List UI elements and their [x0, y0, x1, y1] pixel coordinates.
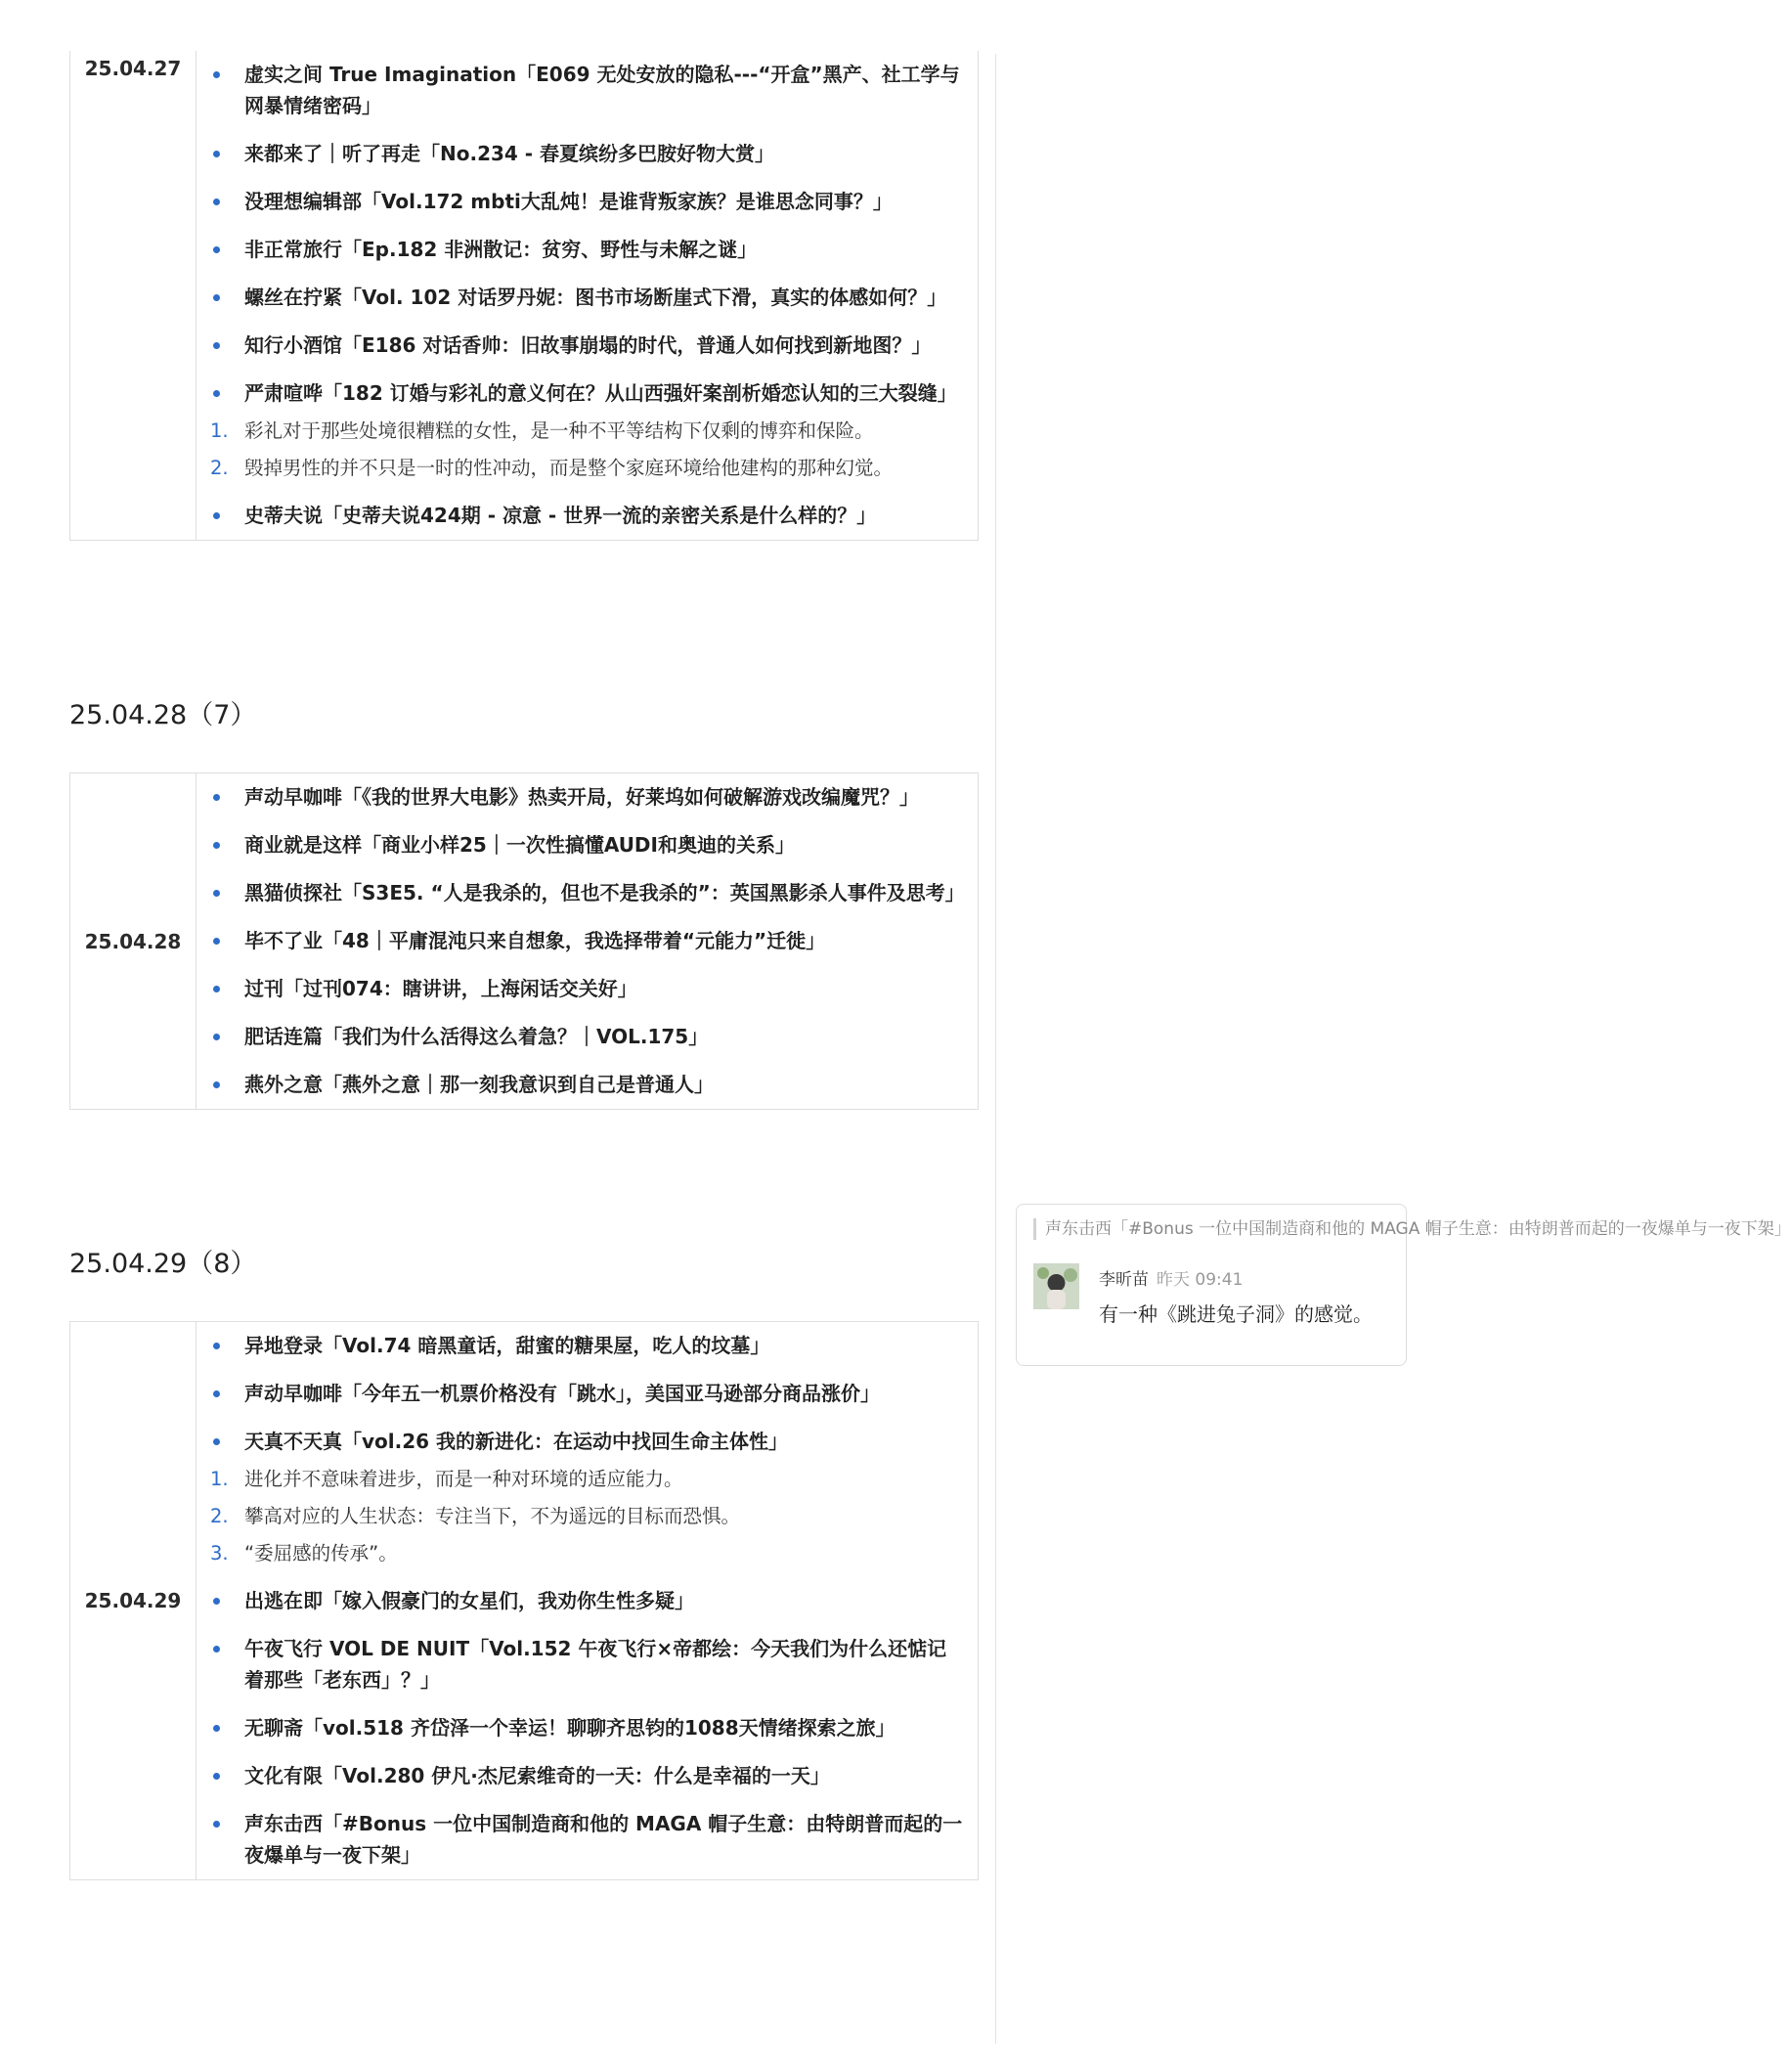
episode-cell: [197, 821, 979, 869]
table-row: [70, 1013, 979, 1061]
episode-title: 毕不了业「48｜平庸混沌只来自想象，我选择带着“元能力”迁徙」: [244, 929, 826, 952]
list-item: [210, 1426, 964, 1457]
list-item: [210, 186, 964, 217]
list-item: [210, 377, 964, 409]
episode-cell: [197, 965, 979, 1013]
bullet-icon: [213, 390, 220, 397]
table-row: [70, 1704, 979, 1752]
list-item: [210, 973, 964, 1004]
episode-cell: [197, 773, 979, 822]
table-row: [70, 1800, 979, 1880]
table-row: [70, 1061, 979, 1110]
list-item: [210, 234, 964, 265]
list-item: [210, 330, 964, 361]
comment-card[interactable]: [1016, 1204, 1791, 1366]
section-heading: 25.04.28（7）: [69, 700, 257, 730]
note-text: 彩礼对于那些处境很糟糕的女性，是一种不平等结构下仅剩的博弈和保险。: [244, 419, 874, 442]
episode-cell: [197, 1322, 979, 1371]
episode-cell: [197, 322, 979, 370]
episode-title: 虚实之间 True Imagination「E069 无处安放的隐私---“开盒”黑产、社工学与网暴情绪密码」: [244, 63, 960, 117]
day-table: [69, 51, 979, 541]
episode-title: 严肃喧哗「182 订婚与彩礼的意义何在？从山西强奸案剖析婚恋认知的三大裂缝」: [244, 381, 957, 405]
comment-quote: 声东击西「#Bonus 一位中国制造商和他的 MAGA 帽子生意：由特朗普而起的一夜爆单与一夜下架」: [1033, 1218, 1402, 1240]
bullet-icon: [213, 1438, 220, 1445]
table-row: [70, 821, 979, 869]
table-row: [70, 965, 979, 1013]
bullet-icon: [213, 1773, 220, 1780]
episode-cell: [197, 1752, 979, 1800]
bullet-icon: [213, 246, 220, 253]
table-row: [70, 1752, 979, 1800]
episode-cell: [197, 1418, 979, 1577]
note-item: [210, 454, 964, 483]
list-item: [210, 1378, 964, 1409]
date-cell: 25.04.28: [70, 773, 197, 1110]
episode-cell: [197, 1800, 979, 1880]
bullet-icon: [213, 890, 220, 897]
day-table: [69, 1321, 979, 1880]
list-item: [210, 925, 964, 956]
table-row: [70, 869, 979, 917]
table-row: [70, 370, 979, 492]
episode-cell: [197, 492, 979, 541]
comment-time: 昨天 09:41: [1157, 1270, 1244, 1290]
list-item: [210, 1712, 964, 1743]
episode-title: 文化有限「Vol.280 伊凡·杰尼索维奇的一天：什么是幸福的一天」: [244, 1764, 830, 1787]
table-row: [70, 492, 979, 541]
avatar[interactable]: [1033, 1263, 1079, 1309]
list-item: [210, 1069, 964, 1100]
note-number: 2.: [210, 457, 229, 479]
bullet-icon: [213, 842, 220, 849]
episode-title: 过刊「过刊074：瞎讲讲，上海闲话交关好」: [244, 977, 637, 1000]
episode-cell: [197, 274, 979, 322]
bullet-icon: [213, 1081, 220, 1088]
table-row: [70, 1625, 979, 1704]
episode-title: 无聊斋「vol.518 齐岱泽一个幸运！聊聊齐思钧的1088天情绪探索之旅」: [244, 1716, 896, 1740]
bullet-icon: [213, 1821, 220, 1828]
episode-title: 天真不天真「vol.26 我的新进化：在运动中找回生命主体性」: [244, 1430, 789, 1453]
list-item: [210, 1021, 964, 1052]
list-item: [210, 282, 964, 313]
date-cell: 25.04.29: [70, 1322, 197, 1880]
bullet-icon: [213, 794, 220, 801]
list-item: [210, 877, 964, 908]
episode-title: 出逃在即「嫁入假豪门的女星们，我劝你生性多疑」: [244, 1589, 694, 1612]
episode-title: 声东击西「#Bonus 一位中国制造商和他的 MAGA 帽子生意：由特朗普而起的一夜爆单与一夜下架」: [244, 1812, 963, 1867]
episode-cell: [197, 1370, 979, 1418]
list-item: [210, 500, 964, 531]
note-item: [210, 1502, 964, 1531]
episode-title: 来都来了｜听了再走「No.234 - 春夏缤纷多巴胺好物大赏」: [244, 142, 775, 165]
episode-cell: [197, 51, 979, 130]
episode-title: 肥话连篇「我们为什么活得这么着急？｜VOL.175」: [244, 1025, 709, 1048]
list-item: [210, 1808, 964, 1871]
note-text: 攀高对应的人生状态：专注当下，不为遥远的目标而恐惧。: [244, 1505, 741, 1527]
bullet-icon: [213, 294, 220, 301]
bullet-icon: [213, 512, 220, 519]
note-item: [210, 417, 964, 446]
episode-title: 螺丝在拧紧「Vol. 102 对话罗丹妮：图书市场断崖式下滑，真实的体感如何？」: [244, 286, 947, 309]
table-row: [70, 322, 979, 370]
episode-title: 黑猫侦探社「S3E5. “人是我杀的，但也不是我杀的”：英国黑影杀人事件及思考」: [244, 881, 965, 904]
list-item: [210, 1633, 964, 1696]
bullet-icon: [213, 198, 220, 205]
column-divider: [995, 54, 996, 2044]
table-row: [70, 773, 979, 822]
note-text: “委屈感的传承”。: [244, 1542, 398, 1565]
episode-title: 声动早咖啡「《我的世界大电影》热卖开局，好莱坞如何破解游戏改编魔咒？」: [244, 785, 919, 809]
bullet-icon: [213, 1343, 220, 1349]
bullet-icon: [213, 1034, 220, 1040]
note-number: 3.: [210, 1542, 229, 1565]
episode-cell: [197, 1061, 979, 1110]
section-heading: 25.04.29（8）: [69, 1249, 257, 1279]
note-text: 进化并不意味着进步，而是一种对环境的适应能力。: [244, 1468, 683, 1490]
episode-title: 史蒂夫说「史蒂夫说424期 - 凉意 - 世界一流的亲密关系是什么样的？」: [244, 504, 877, 527]
table-row: [70, 51, 979, 130]
table-row: [70, 226, 979, 274]
list-item: [210, 1330, 964, 1361]
episode-title: 声动早咖啡「今年五一机票价格没有「跳水」，美国亚马逊部分商品涨价」: [244, 1382, 880, 1405]
list-item: [210, 829, 964, 860]
bullet-icon: [213, 71, 220, 78]
bullet-icon: [213, 342, 220, 349]
note-item: [210, 1465, 964, 1494]
episode-cell: [197, 917, 979, 965]
date-cell: 25.04.27: [70, 51, 197, 541]
bullet-icon: [213, 938, 220, 945]
table-row: [70, 178, 979, 226]
bullet-icon: [213, 1725, 220, 1732]
bullet-icon: [213, 151, 220, 157]
episode-cell: [197, 869, 979, 917]
author-name[interactable]: 李昕苗: [1099, 1270, 1149, 1290]
note-number: 2.: [210, 1505, 229, 1527]
comment-text: 有一种《跳进兔子洞》的感觉。: [1099, 1302, 1373, 1326]
note-number: 1.: [210, 1468, 229, 1490]
table-row: [70, 1370, 979, 1418]
episode-title: 非正常旅行「Ep.182 非洲散记：贫穷、野性与未解之谜」: [244, 238, 758, 261]
list-item: [210, 59, 964, 121]
episode-cell: [197, 130, 979, 178]
note-text: 毁掉男性的并不只是一时的性冲动，而是整个家庭环境给他建构的那种幻觉。: [244, 457, 894, 479]
episode-cell: [197, 370, 979, 492]
list-item: [210, 138, 964, 169]
note-number: 1.: [210, 419, 229, 442]
bullet-icon: [213, 1390, 220, 1397]
episode-title: 知行小酒馆「E186 对话香帅：旧故事崩塌的时代，普通人如何找到新地图？」: [244, 333, 932, 357]
table-row: [70, 917, 979, 965]
bullet-icon: [213, 986, 220, 992]
episode-cell: [197, 1013, 979, 1061]
episode-cell: [197, 1704, 979, 1752]
table-row: [70, 130, 979, 178]
table-row: [70, 1322, 979, 1371]
episode-title: 没理想编辑部「Vol.172 mbti大乱炖！是谁背叛家族？是谁思念同事？」: [244, 190, 893, 213]
day-table: [69, 772, 979, 1110]
episode-title: 午夜飞行 VOL DE NUIT「Vol.152 午夜飞行×帝都绘：今天我们为什么还惦记着那些「老东西」？」: [244, 1637, 947, 1692]
table-row: [70, 1577, 979, 1625]
bullet-icon: [213, 1646, 220, 1653]
list-item: [210, 1585, 964, 1616]
episode-title: 异地登录「Vol.74 暗黑童话，甜蜜的糖果屋，吃人的坟墓」: [244, 1334, 770, 1357]
note-item: [210, 1539, 964, 1568]
list-item: [210, 1760, 964, 1791]
episode-cell: [197, 178, 979, 226]
bullet-icon: [213, 1598, 220, 1605]
table-row: [70, 1418, 979, 1577]
episode-cell: [197, 1625, 979, 1704]
comment-author: [1099, 1265, 1243, 1290]
list-item: [210, 781, 964, 813]
episode-cell: [197, 226, 979, 274]
episode-title: 燕外之意「燕外之意｜那一刻我意识到自己是普通人」: [244, 1073, 714, 1096]
table-row: [70, 274, 979, 322]
episode-cell: [197, 1577, 979, 1625]
episode-title: 商业就是这样「商业小样25｜一次性搞懂AUDI和奥迪的关系」: [244, 833, 795, 857]
